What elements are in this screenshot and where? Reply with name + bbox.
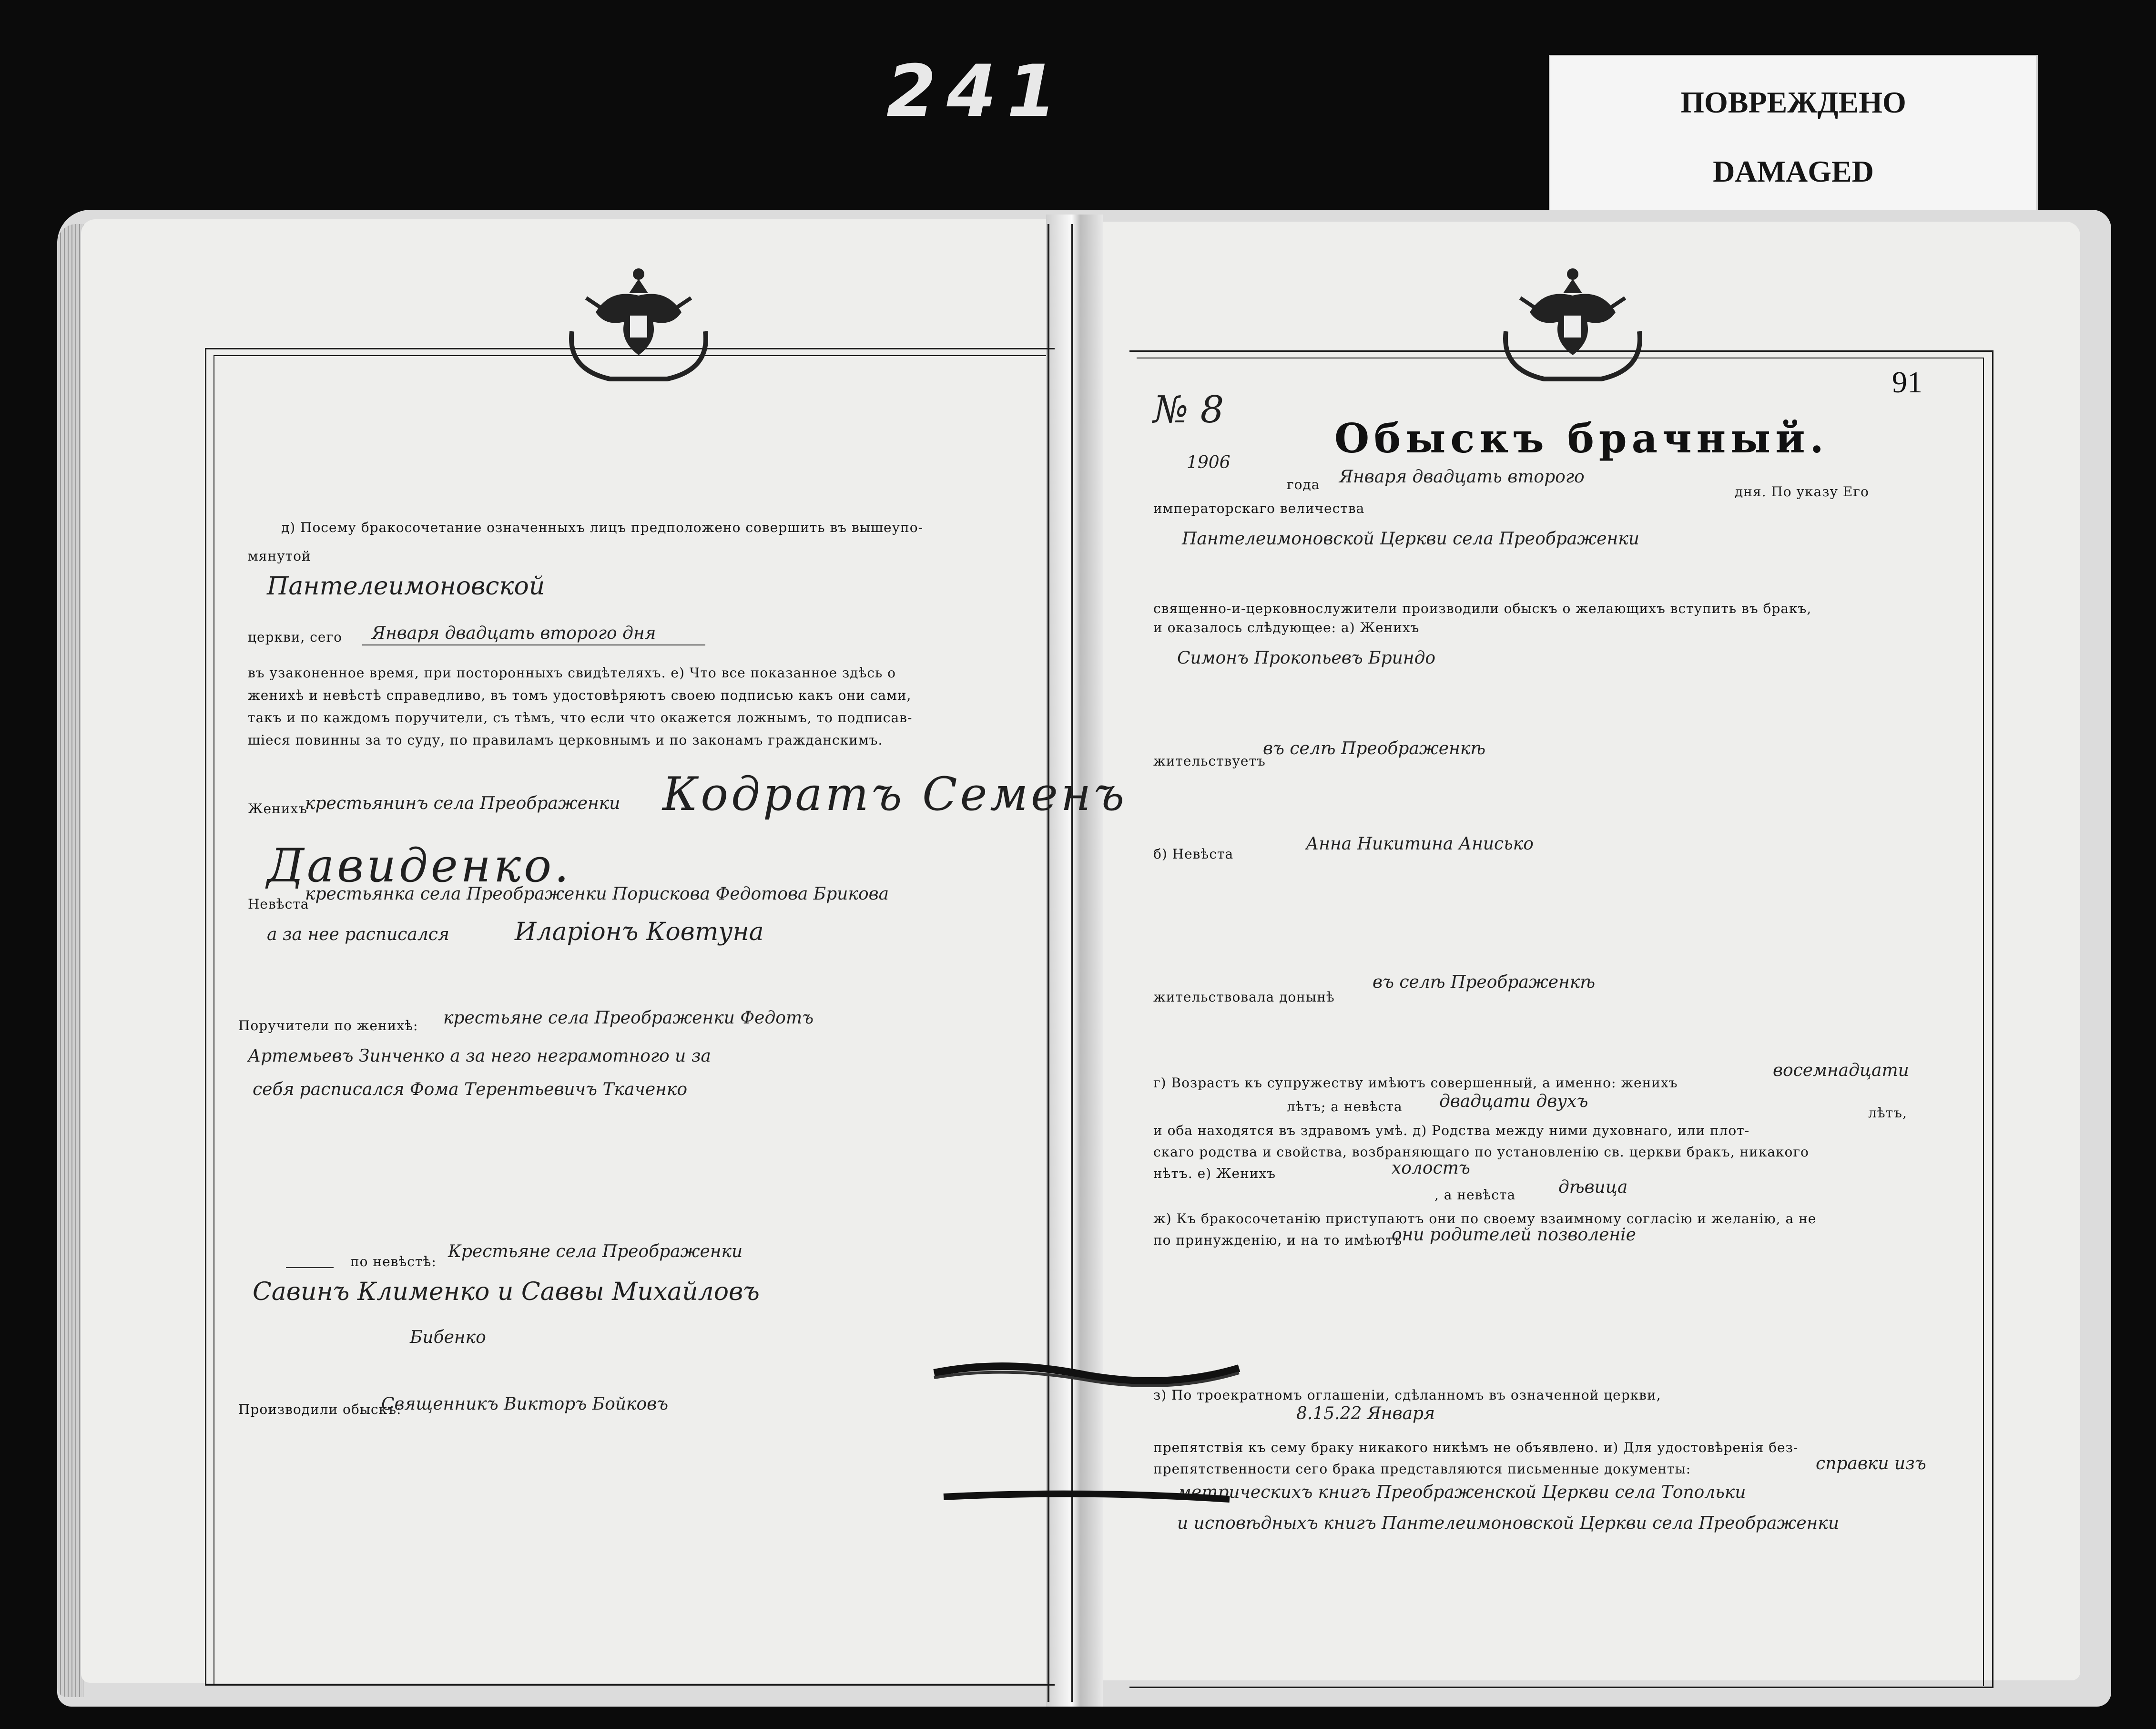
bride-marital-label: , а невѣста: [1434, 1187, 1516, 1203]
church-name-handwritten: Пантелеимоновской: [267, 572, 545, 601]
bride-guarantors-handwritten-2: Савинъ Клименко и Саввы Михайловъ: [253, 1278, 760, 1306]
groom-label: Женихъ: [248, 801, 307, 817]
folio-number: 241: [886, 50, 1068, 133]
consent-line-1: ж) Къ бракосочетанiю приступаютъ они по своему взаимному согласiю и желанiю, а не: [1153, 1211, 1817, 1227]
performed-by-handwritten: Священникъ Викторъ Бойковъ: [381, 1394, 669, 1414]
majesty-line: императорскаго величества: [1153, 501, 1365, 516]
age-line-2: лѣтъ; а невѣста: [1287, 1099, 1403, 1115]
church-line-label: церкви, сего: [248, 629, 343, 645]
health-line-1: и оба находятся въ здравомъ умѣ. д) Родства между ними духовнаго, или плот-: [1153, 1123, 1750, 1138]
documents-handwritten-1: справки изъ: [1816, 1454, 1926, 1473]
page-number: 91: [1892, 365, 1922, 399]
document-title: Обыскъ брачный.: [1334, 415, 1829, 462]
consent-handwritten: они родителей позволенiе: [1392, 1225, 1636, 1245]
groom-guarantors-label: Поручители по женихѣ:: [238, 1018, 418, 1033]
bride-residence-handwritten: въ селѣ Преображенкѣ: [1373, 972, 1596, 992]
bride-guarantors-handwritten-1: Крестьяне села Преображенки: [448, 1242, 743, 1261]
documents-handwritten-2: метрическихъ книгъ Преображенской Церкви села Топольки: [1177, 1483, 1746, 1502]
groom-guarantors-handwritten-2: Артемьевъ Зинченко а за него неграмотного и за: [248, 1046, 711, 1066]
banns-line-3: препятственности сего брака представляются письменные документы:: [1153, 1461, 1691, 1477]
groom-age-handwritten: восемнадцати: [1773, 1061, 1909, 1080]
bride-guarantors-handwritten-3: Бибенко: [410, 1328, 486, 1347]
section-d-text-cont: мянутой: [248, 548, 311, 564]
bride-marital-handwritten: дѣвица: [1558, 1177, 1628, 1197]
clergy-line-1: священно-и-церковнослужители производили обыскъ о желающихъ вступить въ бракъ,: [1153, 601, 1812, 616]
oath-line-4: шiеся повинны за то суду, по правиламъ церковнымъ и по законамъ гражданскимъ.: [248, 732, 883, 748]
bride-label: Невѣста: [248, 896, 309, 912]
bride-label: б) Невѣста: [1153, 846, 1234, 862]
bride-residence-label: жительствовала донынѣ: [1153, 989, 1335, 1005]
banns-line-2: препятствiя къ сему браку никакого никѣмъ не объявлено. и) Для удостовѣренiя без-: [1153, 1440, 1799, 1455]
oath-line-2: женихѣ и невѣстѣ справедливо, въ томъ удостовѣряютъ своею подписью какъ они сами,: [248, 687, 912, 703]
stamp-text-ru: ПОВРЕЖДЕНО: [1680, 85, 1906, 119]
groom-residence-handwritten: въ селѣ Преображенкѣ: [1263, 739, 1486, 758]
groom-residence-label: жительствуетъ: [1153, 753, 1266, 769]
bride-guarantors-blank: [286, 1267, 334, 1268]
double-eagle-emblem-icon: [1487, 260, 1658, 389]
age-line-3: лѣтъ,: [1868, 1105, 1907, 1121]
groom-marital-handwritten: холостъ: [1392, 1158, 1470, 1178]
consent-line-2: по принужденiю, и на то имѣютъ: [1153, 1232, 1403, 1248]
bride-age-handwritten: двадцати двухъ: [1439, 1092, 1588, 1111]
binding-thread-top: [925, 1354, 1249, 1392]
bride-status-handwritten: крестьянка села Преображенки Порискова Федотова Брикова: [305, 884, 889, 904]
year-label: года: [1287, 477, 1320, 492]
bride-proxy-handwritten: а за нее расписался: [267, 925, 449, 944]
banns-dates-handwritten: 8.15.22 Января: [1296, 1404, 1435, 1423]
stamp-text-en: DAMAGED: [1713, 154, 1874, 188]
record-number-handwritten: № 8: [1153, 389, 1224, 431]
bride-guarantors-label: по невѣстѣ:: [350, 1254, 437, 1269]
date-handwritten: Января двадцать второго: [1339, 467, 1585, 487]
day-label: дня. По указу Его: [1735, 484, 1869, 500]
clergy-line-2: и оказалось слѣдующее: а) Женихъ: [1153, 620, 1420, 635]
groom-guarantors-handwritten-3: себя расписался Фома Терентьевичъ Ткаченко: [253, 1080, 688, 1099]
health-line-3: нѣтъ. е) Женихъ: [1153, 1166, 1276, 1181]
age-line-1: г) Возрастъ къ супружеству имѣютъ совершенный, а именно: женихъ: [1153, 1075, 1678, 1091]
year-handwritten: 1906: [1187, 453, 1231, 472]
oath-line-1: въ узаконенное время, при посторонныхъ свидѣтеляхъ. е) Что все показанное здѣсь о: [248, 665, 896, 681]
health-line-2: скаго родства и свойства, возбраняющаго по установленiю св. церкви бракъ, никакого: [1153, 1144, 1809, 1160]
banns-line-1: з) По троекратномъ оглашенiи, сдѣланномъ въ означенной церкви,: [1153, 1387, 1661, 1403]
binding-thread-bottom: [939, 1483, 1234, 1511]
groom-name-handwritten: Симонъ Прокопьевъ Бриндо: [1177, 648, 1436, 668]
left-page-edges: [57, 224, 83, 1697]
performed-by-label: Производили обыскъ:: [238, 1402, 402, 1417]
groom-status-handwritten: крестьянинъ села Преображенки: [305, 794, 620, 813]
bride-proxy-signature: Иларiонъ Ковтуна: [515, 918, 764, 946]
church-handwritten: Пантелеимоновской Церкви села Преображенки: [1182, 529, 1639, 549]
church-date-handwritten: Января двадцать второго дня: [372, 624, 656, 643]
groom-signature-surname: Давиденко.: [267, 839, 572, 892]
section-d-text: д) Посему бракосочетание означенныхъ лицъ предположено совершить въ вышеупо-: [281, 520, 924, 535]
double-eagle-emblem-icon: [553, 260, 724, 389]
groom-signature: Кодратъ Семенъ: [662, 767, 1128, 821]
bride-name-handwritten: Анна Никитина Анисько: [1306, 834, 1534, 854]
groom-guarantors-handwritten-1: крестьяне села Преображенки Федотъ: [443, 1008, 814, 1028]
oath-line-3: такъ и по каждомъ поручители, съ тѣмъ, что если что окажется ложнымъ, то подписав-: [248, 710, 913, 726]
gutter-line-right: [1071, 224, 1073, 1702]
documents-handwritten-3: и исповѣдныхъ книгъ Пантелеимоновской Церкви села Преображенки: [1177, 1514, 1840, 1533]
